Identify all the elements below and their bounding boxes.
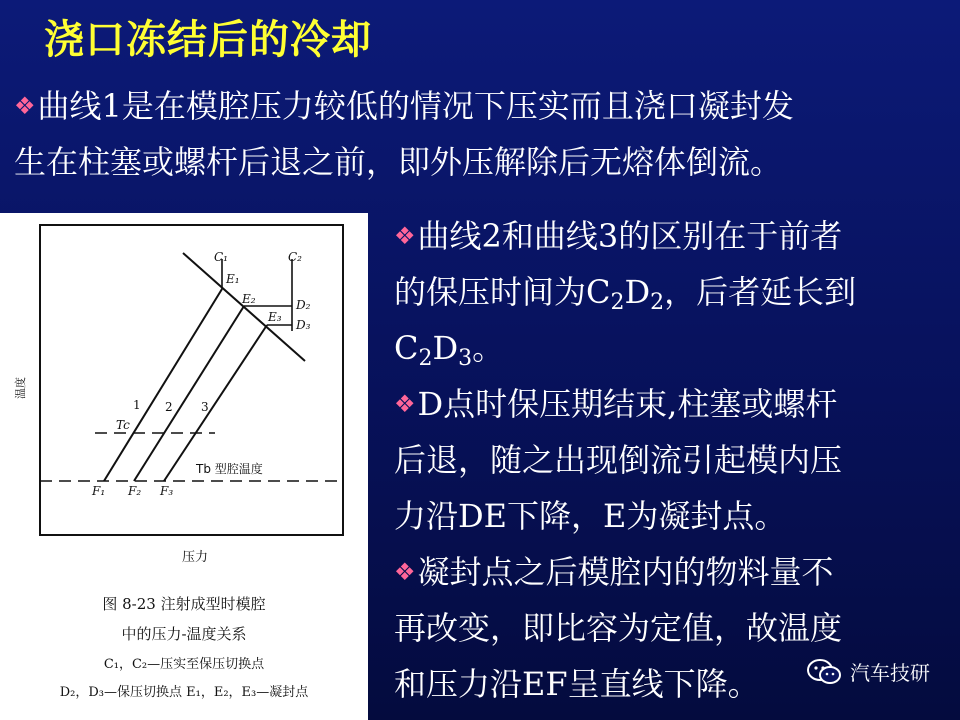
curve-2-line xyxy=(134,306,244,481)
bullet-1-line-1: 曲线2和曲线3的区别在于前者 xyxy=(417,217,843,255)
label-d3: D₃ xyxy=(296,318,311,332)
label-e1: E₁ xyxy=(226,272,240,286)
diagram-frame xyxy=(40,225,343,535)
curve-3-line xyxy=(164,325,267,481)
label-curve-1: 1 xyxy=(133,398,141,412)
pressure-temperature-diagram xyxy=(0,213,368,593)
bullet-diamond-icon: ❖ xyxy=(394,390,416,418)
intro-line-1: 曲线1是在模腔压力较低的情况下压实而且浇口凝封发 xyxy=(37,87,794,125)
label-d2: D₂ xyxy=(296,298,311,312)
bullet-diamond-icon: ❖ xyxy=(394,222,416,250)
figure-caption-title: 图 8-23 注射成型时模腔 xyxy=(102,595,266,613)
label-c2: C₂ xyxy=(288,250,302,264)
bullet-3-line-2: 再改变，即比容为定值，故温度 xyxy=(394,609,843,647)
watermark-text: 汽车技研 xyxy=(850,661,930,685)
figure-panel xyxy=(0,213,368,720)
figure-caption-note-2: D₂，D₃—保压切换点 E₁，E₂，E₃—凝封点 xyxy=(59,685,309,700)
label-f1: F₁ xyxy=(92,484,106,498)
x-axis-label: 压力 xyxy=(181,550,209,565)
label-tc: Tc xyxy=(116,418,130,432)
label-tb: Tb 型腔温度 xyxy=(196,462,263,476)
y-axis-label: 温度 xyxy=(14,377,27,399)
bullet-diamond-icon: ❖ xyxy=(394,558,416,586)
figure-caption-note-1: C₁，C₂—压实至保压切换点 xyxy=(103,657,265,672)
label-curve-2: 2 xyxy=(165,400,173,414)
bullet-2-line-2: 后退，随之出现倒流引起模内压 xyxy=(394,441,843,479)
label-curve-3: 3 xyxy=(201,400,209,414)
label-e2: E₂ xyxy=(242,292,256,306)
wechat-icon xyxy=(806,658,842,686)
label-e3: E₃ xyxy=(268,310,282,324)
intro-line-2: 生在柱塞或螺杆后退之前，即外压解除后无熔体倒流。 xyxy=(14,143,783,181)
label-f2: F₂ xyxy=(128,484,142,498)
bullet-diamond-icon: ❖ xyxy=(14,92,36,120)
curve-1-line xyxy=(104,289,222,481)
intro-paragraph xyxy=(14,78,944,190)
slide-title: 浇口冻结后的冷却 xyxy=(44,17,372,63)
right-column-bullets xyxy=(394,208,934,712)
bullet-2-line-3: 力沿DE下降，E为凝封点。 xyxy=(394,497,787,535)
label-f3: F₃ xyxy=(160,484,174,498)
bullet-1-line-2: 的保压时间为$C_2D_2$，后者延长到 xyxy=(394,273,857,315)
label-c1: C₁ xyxy=(214,250,228,264)
watermark xyxy=(806,657,930,686)
bullet-2-line-1: D点时保压期结束,柱塞或螺杆 xyxy=(417,385,838,423)
bullet-3-line-1: 凝封点之后模腔内的物料量不 xyxy=(417,553,834,591)
bullet-1-line-3: $C_2D_3$。 xyxy=(394,329,505,371)
figure-caption-subtitle: 中的压力-温度关系 xyxy=(121,625,247,643)
bullet-3-line-3: 和压力沿EF呈直线下降。 xyxy=(394,665,760,703)
